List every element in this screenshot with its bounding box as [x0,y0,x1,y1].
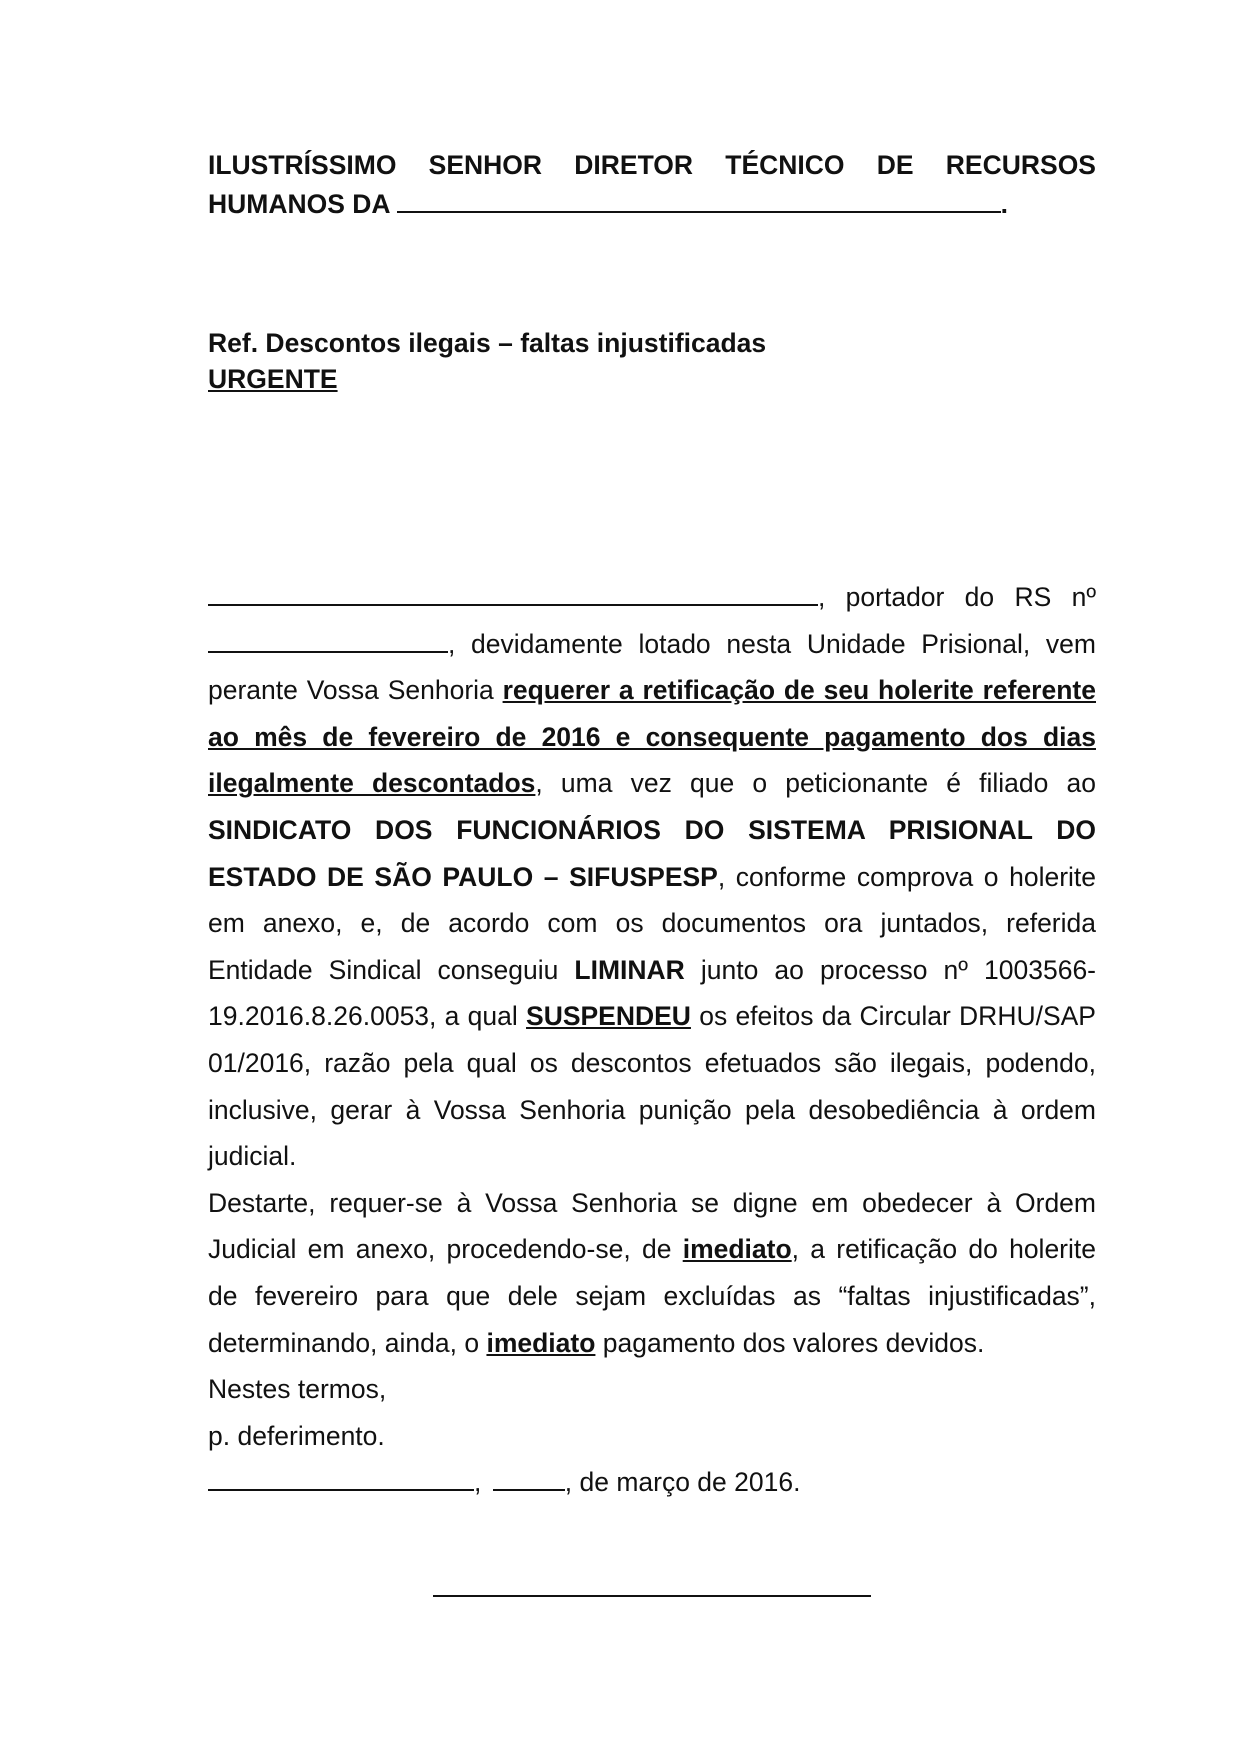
body-word: nesta [726,628,792,659]
day-blank [493,1463,565,1492]
body-word: RS [1014,582,1052,612]
union-name: SINDICATO DOS FUNCIONÁRIOS DO SISTEMA PRISIONAL DO ESTADO DE SÃO PAULO – SIFUSPESP [208,814,1096,892]
petitioner-name-blank [208,578,818,607]
body-line-1-text [818,574,1096,621]
body-text: Destarte, requer-se à Vossa Senhoria se digne em obedecer à Ordem Judicial em anexo, procedendo-se, de [208,1187,1096,1265]
closing-terms: Nestes termos, [208,1374,387,1405]
body-line-rs [208,621,1096,668]
body-word: lotado [638,628,711,659]
addressee-word: DE [876,150,914,180]
closing-request: p. deferimento. [208,1420,385,1451]
body-word: nº [1071,582,1096,612]
addressee-period: . [1000,188,1008,219]
body-word: Prisional, [921,628,1031,659]
demand-paragraph [208,1180,1096,1366]
body-text: perante Vossa Senhoria [208,675,503,706]
body-word: vem [1045,628,1096,659]
immediate-term: imediato [486,1327,596,1358]
addressee-word: RECURSOS [945,150,1096,180]
signature-line [433,1595,871,1597]
body-text: junto ao processo nº 1003566-19.2016.8.26.0053, a qual [208,954,1097,1032]
institution-blank-line [397,184,1001,213]
date-tail: , de março de 2016. [564,1467,801,1498]
addressee-word: ILUSTRÍSSIMO [208,150,397,180]
request-paragraph [208,667,1096,1180]
addressee-word: TÉCNICO [725,150,845,180]
body-word: portador [845,582,945,612]
body-word: , [448,628,456,659]
injunction-term: LIMINAR [574,954,685,985]
body-line-2-text [448,621,1096,668]
suspended-term: SUSPENDEU [526,1001,691,1032]
body-word: devidamente [471,628,623,659]
addressee-line-1 [208,147,1096,184]
addressee-heading [208,147,1096,223]
body-word: , [818,582,826,612]
addressee-word: SENHOR [428,150,543,180]
immediate-term: imediato [682,1234,792,1265]
document-page [208,0,1096,1754]
reference-subject: Ref. Descontos ilegais – faltas injustificadas [208,328,767,358]
rs-number-blank [208,624,448,653]
body-word: Unidade [806,628,906,659]
body-text: , conforme comprova o holerite em anexo, e, de acordo com os documentos ora juntados, referida Entidade Sindical conseguiu [208,861,1097,985]
body-line-name [208,574,1096,621]
body-text: , uma vez que o peticionante é filiado ao [535,768,1097,799]
body-text: pagamento dos valores devidos. [595,1327,985,1358]
date-separator: , [474,1467,482,1498]
body-text: os efeitos da Circular DRHU/SAP 01/2016, razão pela qual os descontos efetuados são ilegais, podendo, inclusive, gerar à Vossa Senhoria punição pela desobediência à ordem judicial. [208,1001,1096,1172]
city-blank [208,1463,474,1492]
addressee-word: DIRETOR [574,150,694,180]
body-text: , a retificação do holerite de fevereiro para que dele sejam excluídas as “faltas injustificadas”, determinando, ainda, o [208,1234,1096,1358]
date-line [208,1459,1096,1506]
body-word: do [964,582,995,612]
urgency-label: URGENTE [208,364,338,394]
addressee-line-2 [208,184,1096,223]
petition-body [208,574,1096,1506]
addressee-prefix: HUMANOS DA [208,188,391,219]
request-emphasis: requerer a retificação de seu holerite referente ao mês de fevereiro de 2016 e consequente pagamento dos dias ilegalmente descontados [208,675,1096,799]
reference-block [208,325,766,397]
